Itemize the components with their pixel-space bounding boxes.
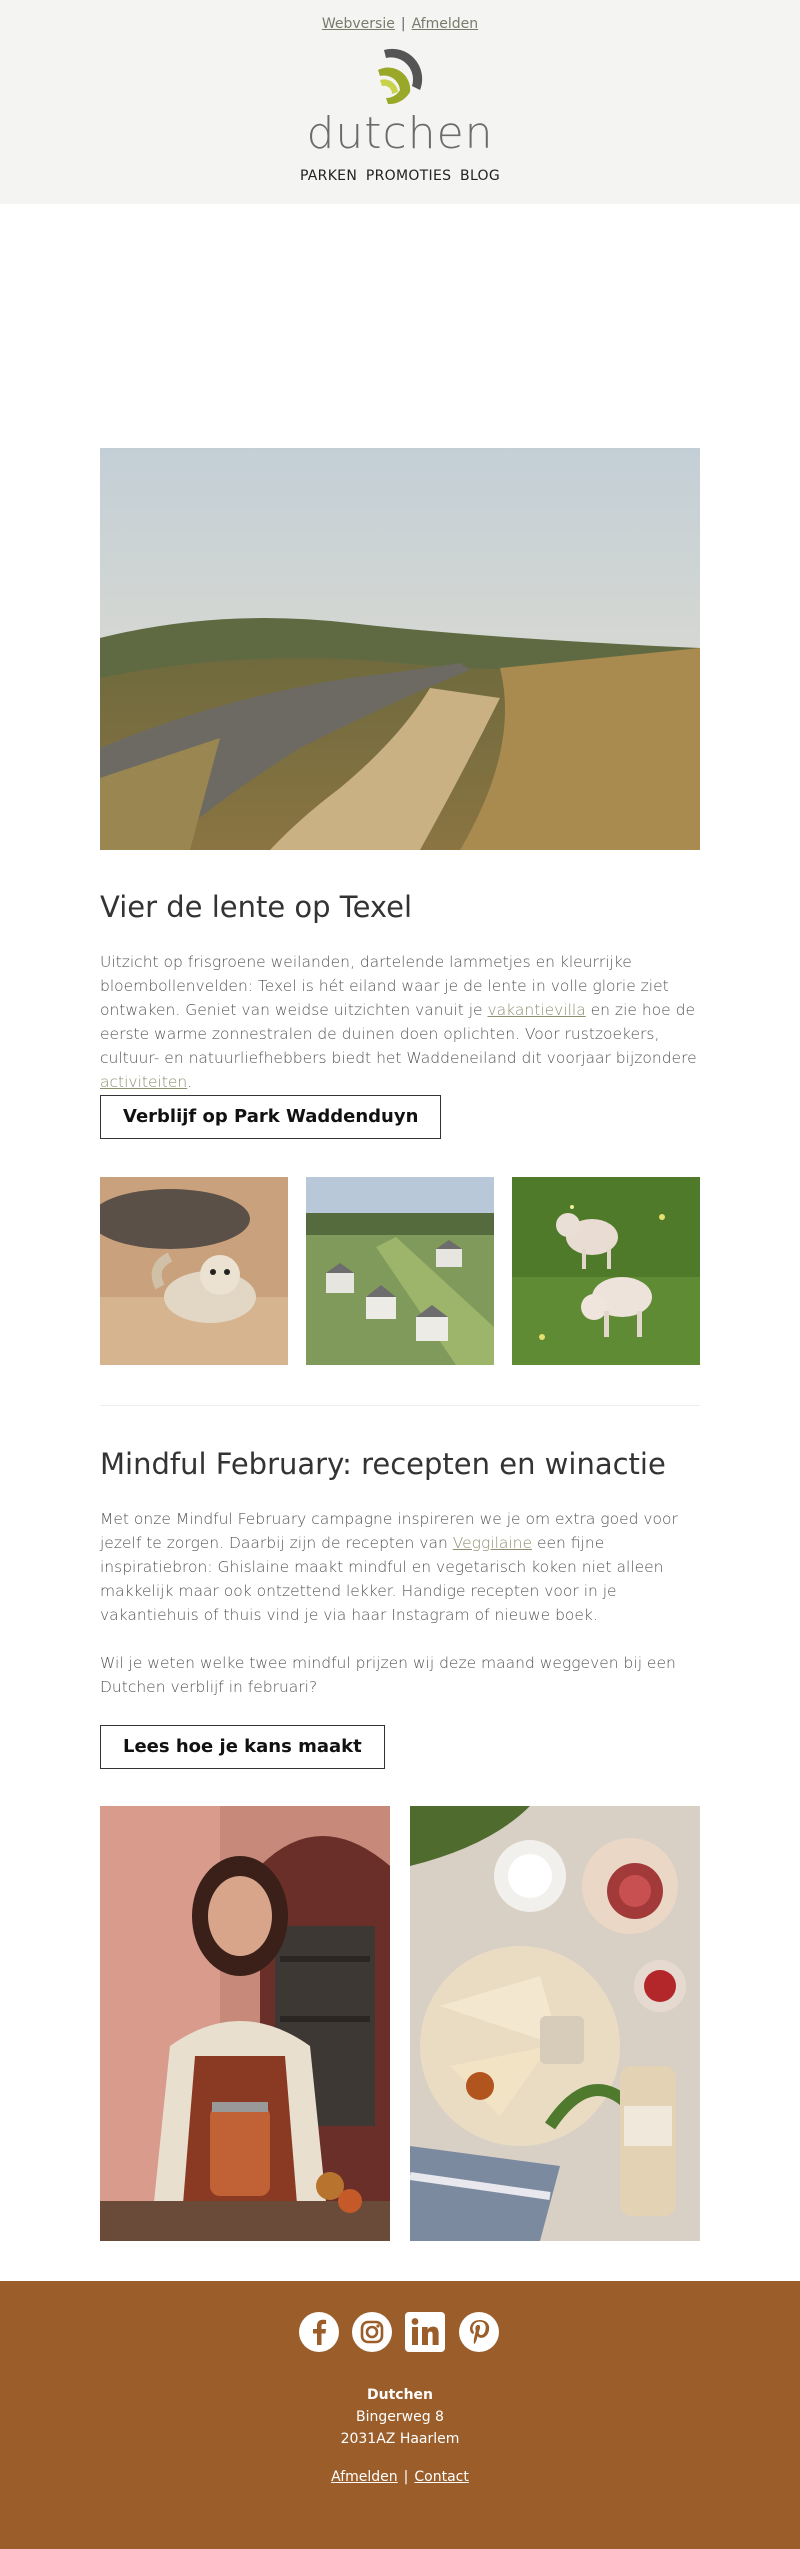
unsubscribe-link[interactable]: Afmelden — [411, 16, 479, 32]
nav-item-parken[interactable]: PARKEN — [299, 168, 358, 184]
email-footer — [0, 2281, 800, 2549]
activiteiten-link[interactable]: activiteiten — [100, 1073, 188, 1091]
linkedin-icon[interactable] — [404, 2311, 446, 2353]
email-header — [0, 0, 800, 204]
section-text-texel — [100, 950, 700, 1091]
woman-cooking-illustration — [100, 1806, 390, 2241]
social-icons — [0, 2311, 800, 2355]
seal-image[interactable] — [100, 1177, 288, 1365]
dune-landscape-illustration — [100, 448, 700, 850]
address-line-2: 2031AZ Haarlem — [340, 2431, 460, 2447]
dutchen-logo[interactable] — [300, 46, 500, 158]
text-part: Uitzicht op frisgroene weilanden, dartelende lammetjes en kleurrijke bloembollenvelden: Texel is hét eiland waar je de lente in volle glorie ziet ontwaken. Geniet van weidse uitzichten vanuit je — [100, 953, 669, 1019]
instagram-icon[interactable] — [351, 2311, 393, 2353]
webversion-link[interactable]: Webversie — [321, 16, 395, 32]
nav-item-promoties[interactable]: PROMOTIES — [365, 168, 452, 184]
food-table-illustration — [410, 1806, 700, 2241]
address-line-1: Bingerweg 8 — [356, 2409, 444, 2425]
footer-links — [0, 2469, 800, 2485]
facebook-icon[interactable] — [298, 2311, 340, 2353]
text-part: en zie hoe de eerste warme zonnestralen de duinen doen oplichten. Voor rustzoekers, cultuur- en natuurliefhebbers biedt het Waddeneiland dit voorjaar bijzondere — [100, 1001, 697, 1067]
top-links — [0, 16, 800, 32]
contact-link[interactable]: Contact — [414, 2469, 469, 2485]
text-part: . — [187, 1073, 193, 1091]
hero-image-texel-dunes[interactable] — [100, 448, 700, 850]
company-name: Dutchen — [366, 2387, 433, 2403]
logo-mark-icon — [370, 46, 430, 112]
section-divider — [100, 1405, 700, 1406]
vakantievilla-link[interactable]: vakantievilla — [487, 1001, 586, 1019]
lambs-illustration — [512, 1177, 700, 1365]
section-title-mindful-february: Mindful February: recepten en winactie — [100, 1447, 666, 1481]
veggilaine-link[interactable]: Veggilaine — [452, 1534, 533, 1552]
pinterest-icon[interactable] — [458, 2311, 500, 2353]
separator: | — [403, 2469, 409, 2485]
nav-item-blog[interactable]: BLOG — [460, 168, 501, 184]
footer-unsubscribe-link[interactable]: Afmelden — [331, 2469, 398, 2485]
lambs-image[interactable] — [512, 1177, 700, 1365]
main-nav — [0, 168, 800, 184]
park-waddenduyn-button[interactable]: Verblijf op Park Waddenduyn — [100, 1095, 441, 1139]
lees-hoe-button[interactable]: Lees hoe je kans maakt — [100, 1725, 385, 1769]
villas-aerial-illustration — [306, 1177, 494, 1365]
section-title-texel: Vier de lente op Texel — [100, 890, 413, 924]
section-text-prizes: Wil je weten welke twee mindful prijzen wij deze maand weggeven bij een Dutchen verblijf in februari? — [100, 1654, 676, 1696]
section-text-mindful-february — [100, 1507, 700, 1627]
text-part: Met onze Mindful February campagne inspireren we je om extra goed voor jezelf te zorgen. Daarbij zijn de recepten van — [100, 1510, 678, 1552]
woman-cooking-image[interactable] — [100, 1806, 390, 2241]
food-table-image[interactable] — [410, 1806, 700, 2241]
seal-illustration — [100, 1177, 288, 1365]
separator: | — [400, 16, 406, 32]
logo-text: dutchen — [306, 108, 494, 159]
text-part: een fijne inspiratiebron: Ghislaine maakt mindful en vegetarisch koken niet alleen makkelijk maar ook ontzettend lekker. Handige recepten voor in je vakantiehuis of thuis vind je via haar Instagram of nieuwe boek. — [100, 1534, 664, 1624]
villas-aerial-image[interactable] — [306, 1177, 494, 1365]
